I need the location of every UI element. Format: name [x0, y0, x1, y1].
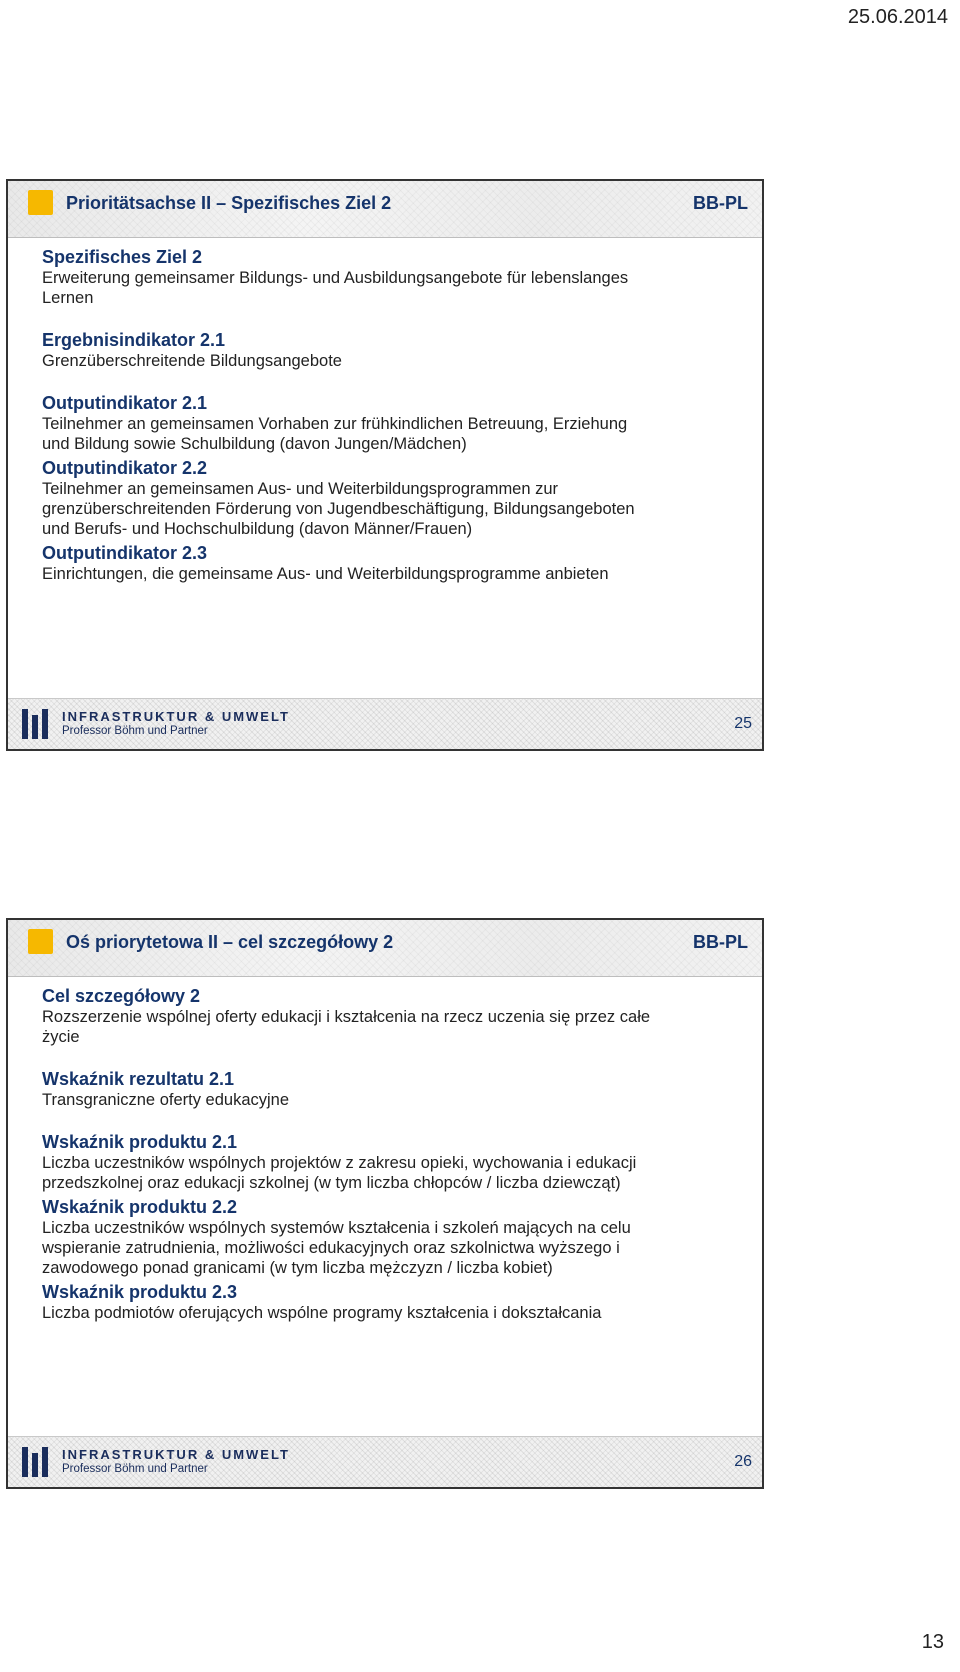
slide-title: Oś priorytetowa II – cel szczegółowy 2 — [66, 932, 394, 952]
slide-25 — [6, 179, 764, 751]
slide-26 — [6, 918, 764, 1489]
slide-footer — [8, 1436, 762, 1487]
logo-bars-icon — [22, 709, 52, 739]
slide-header — [8, 181, 762, 238]
program-tag: BB-PL — [693, 193, 748, 213]
slide-number: 26 — [734, 1453, 752, 1470]
block-title: Spezifisches Ziel 2 — [42, 247, 203, 267]
block-text: wspieranie zatrudnienia, możliwości edukacyjnych oraz szkolnictwa wyższego i — [42, 1239, 620, 1257]
block-title: Cel szczegółowy 2 — [42, 986, 201, 1006]
accent-square-icon — [28, 929, 53, 954]
page-date: 25.06.2014 — [847, 6, 948, 28]
slide-number: 25 — [734, 715, 752, 732]
block-title: Ergebnisindikator 2.1 — [42, 330, 226, 350]
block-text: Liczba uczestników wspólnych projektów z zakresu opieki, wychowania i edukacji — [42, 1154, 637, 1172]
block-text: życie — [42, 1028, 80, 1046]
block-text: Liczba uczestników wspólnych systemów kształcenia i szkoleń mających na celu — [42, 1219, 631, 1237]
block-title: Wskaźnik produktu 2.1 — [42, 1132, 238, 1152]
logo-line1: INFRASTRUKTUR & UMWELT — [62, 709, 290, 724]
block-title: Outputindikator 2.3 — [42, 543, 208, 563]
page-number: 13 — [921, 1631, 944, 1653]
block-text: zawodowego ponad granicami (w tym liczba mężczyzn / liczba kobiet) — [42, 1259, 553, 1277]
logo-bars-icon — [22, 1447, 52, 1477]
company-logo — [22, 707, 290, 741]
block-title: Wskaźnik produktu 2.2 — [42, 1197, 238, 1217]
accent-square-icon — [28, 190, 53, 215]
logo-line2: Professor Böhm und Partner — [62, 1463, 208, 1475]
block-title: Outputindikator 2.2 — [42, 458, 208, 478]
block-text: Grenzüberschreitende Bildungsangebote — [42, 352, 342, 370]
block-text: Teilnehmer an gemeinsamen Vorhaben zur frühkindlichen Betreuung, Erziehung — [42, 415, 628, 433]
logo-line1: INFRASTRUKTUR & UMWELT — [62, 1447, 290, 1462]
block-text: und Bildung sowie Schulbildung (davon Jungen/Mädchen) — [42, 435, 467, 453]
slide-header — [8, 920, 762, 977]
block-title: Wskaźnik produktu 2.3 — [42, 1282, 238, 1302]
block-text: Teilnehmer an gemeinsamen Aus- und Weiterbildungsprogrammen zur — [42, 480, 559, 498]
block-title: Outputindikator 2.1 — [42, 393, 208, 413]
block-text: Liczba podmiotów oferujących wspólne programy kształcenia i dokształcania — [42, 1304, 602, 1322]
block-text: grenzüberschreitenden Förderung von Jugendbeschäftigung, Bildungsangeboten — [42, 500, 635, 518]
block-text: przedszkolnej oraz edukacji szkolnej (w tym liczba chłopców / liczba dziewcząt) — [42, 1174, 621, 1192]
block-text: und Berufs- und Hochschulbildung (davon Männer/Frauen) — [42, 520, 473, 538]
block-text: Erweiterung gemeinsamer Bildungs- und Ausbildungsangebote für lebenslanges — [42, 269, 629, 287]
company-logo — [22, 1445, 290, 1479]
slide-body — [42, 986, 738, 1323]
slide-title: Prioritätsachse II – Spezifisches Ziel 2 — [66, 193, 392, 213]
program-tag: BB-PL — [693, 932, 748, 952]
slide-footer — [8, 698, 762, 749]
block-text: Lernen — [42, 289, 94, 307]
block-text: Transgraniczne oferty edukacyjne — [42, 1091, 290, 1109]
block-title: Wskaźnik rezultatu 2.1 — [42, 1069, 235, 1089]
block-text: Einrichtungen, die gemeinsame Aus- und Weiterbildungsprogramme anbieten — [42, 565, 609, 583]
logo-line2: Professor Böhm und Partner — [62, 725, 208, 737]
slide-body — [42, 247, 738, 584]
block-text: Rozszerzenie wspólnej oferty edukacji i kształcenia na rzecz uczenia się przez całe — [42, 1008, 651, 1026]
